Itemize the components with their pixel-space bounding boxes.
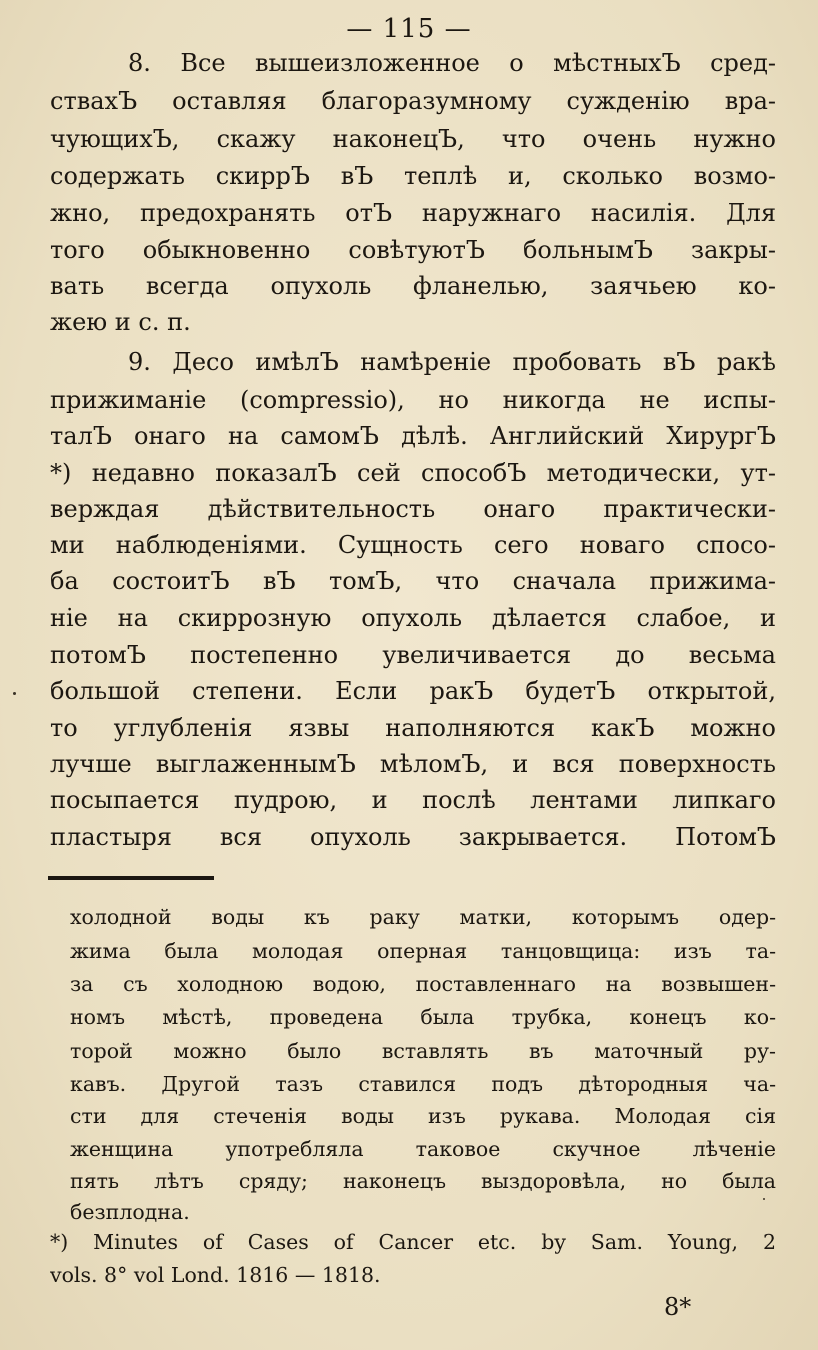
body-line: пластыря вся опухоль закрывается. ПотомЪ <box>50 823 776 851</box>
body-line: посыпается пудрою, и послѣ лентами липкаго <box>50 786 776 814</box>
body-line: *) недавно показалЪ сей способЪ методически, ут- <box>50 459 776 487</box>
footnote-line: холодной воды къ раку матки, которымъ одер- <box>70 905 776 929</box>
page-number: — 115 — <box>346 14 472 44</box>
body-line: лучше выглаженнымЪ мѣломЪ, и вся поверхность <box>50 750 776 778</box>
body-line: 9. Десо имѣлЪ намѣреніе пробовать вЪ ракѣ <box>128 348 776 376</box>
citation-line: *) Minutes of Cases of Cancer etc. by Sam. Young, 2 <box>50 1230 776 1254</box>
paper-speck <box>763 1198 765 1200</box>
footnote-line: номъ мѣстѣ, проведена была трубка, конецъ ко- <box>70 1005 776 1029</box>
body-line: верждая дѣйствительность онаго практически- <box>50 495 776 523</box>
signature-mark: 8* <box>664 1293 692 1321</box>
body-line: содержать скиррЪ вЪ теплѣ и, сколько возмо- <box>50 162 776 190</box>
citation-line: vols. 8° vol Lond. 1816 — 1818. <box>50 1263 381 1287</box>
body-line: большой степени. Если ракЪ будетЪ открытой, <box>50 677 776 705</box>
body-line: жно, предохранять отЪ наружнаго насилія. Для <box>50 199 776 227</box>
body-line: ніе на скиррозную опухоль дѣлается слабое, и <box>50 604 776 632</box>
footnote-line: женщина употребляла таковое скучное лѣченіе <box>70 1137 776 1161</box>
footnote-line: за съ холодною водою, поставленнаго на возвышен- <box>70 972 776 996</box>
body-line: ми наблюденіями. Сущность сего новаго спосо- <box>50 531 776 559</box>
body-line: прижиманіе (compressio), но никогда не испы- <box>50 386 776 414</box>
footnote-line: кавъ. Другой тазъ ставился подъ дѣтородныя ча- <box>70 1072 776 1096</box>
footnote-line: торой можно было вставлять въ маточный ру- <box>70 1039 776 1063</box>
footnote-line: жима была молодая оперная танцовщица: изъ та- <box>70 939 776 963</box>
footnote-line: сти для стеченія воды изъ рукава. Молодая сія <box>70 1104 776 1128</box>
body-line: вать всегда опухоль фланелью, заячьею ко- <box>50 272 776 300</box>
body-line: талЪ онаго на самомЪ дѣлѣ. Английский ХирургЪ <box>50 422 776 450</box>
body-line: того обыкновенно совѣтуютЪ больнымЪ закры- <box>50 236 776 264</box>
footnote-line: пять лѣтъ сряду; наконецъ выздоровѣла, но была <box>70 1169 776 1193</box>
footnote-separator <box>48 876 214 880</box>
body-line: жею и с. п. <box>50 308 191 336</box>
body-line: 8. Все вышеизложенное о мѣстныхЪ сред- <box>128 49 776 77</box>
body-line: ба состоитЪ вЪ томЪ, что сначала прижима- <box>50 567 776 595</box>
footnote-line: безплодна. <box>70 1200 190 1224</box>
body-line: ствахЪ оставляя благоразумному сужденію вра- <box>50 87 776 115</box>
paper-speck <box>13 692 16 695</box>
body-line: то углубленія язвы наполняются какЪ можно <box>50 714 776 742</box>
body-line: чующихЪ, скажу наконецЪ, что очень нужно <box>50 125 776 153</box>
body-line: потомЪ постепенно увеличивается до весьма <box>50 641 776 669</box>
